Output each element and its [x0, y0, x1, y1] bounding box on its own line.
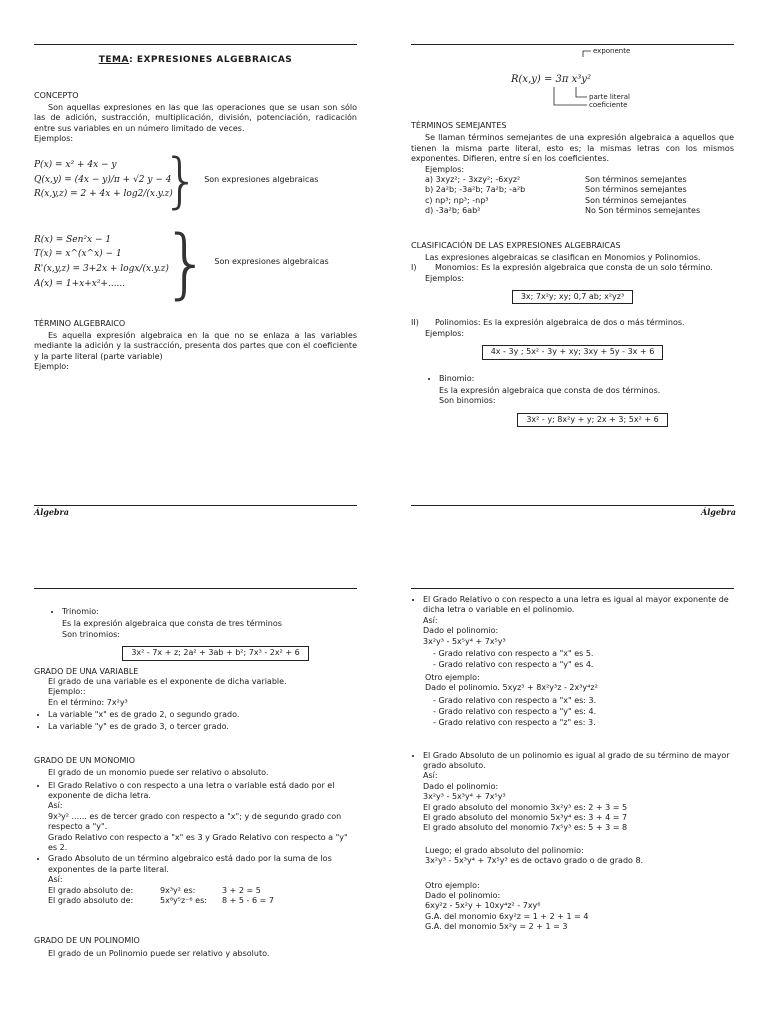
- example-row: b) 2a²b; -3a²b; 7a²b; -a²b Son términos semejantes: [425, 185, 687, 195]
- abs-row: El grado absoluto de: 5x⁸y⁵z⁻⁶ es: 8 + 5 - 6 = 7: [48, 895, 274, 905]
- ejemplo-label: Ejemplo:: [34, 362, 69, 372]
- otro-ejemplo: Otro ejemplo:: [425, 672, 480, 682]
- trinomio-box: 3x² - 7x + z; 2a² + 3ab + b²; 7x³ - 2x² + 6: [122, 646, 308, 660]
- termino-text: Es aquella expresión algebraica en la que no se enlaza a las variables mediante la adición y la sustracción, presenta dos partes que con el coeficiente y la parte literal (parte variable): [34, 331, 357, 361]
- examples-list: [425, 175, 734, 217]
- list-item: - Grado relativo con respecto a "x" es: 3.: [433, 696, 734, 706]
- equation-group-2: [34, 217, 357, 307]
- monomios-box: 3x; 7x²y; xy; 0,7 ab; x²yz³: [512, 290, 633, 304]
- relativo-bullets: [411, 595, 734, 647]
- example-row: d) -3a²b; 6ab² No Son términos semejantes: [425, 206, 701, 216]
- page-4: [411, 588, 734, 1024]
- page-1: [34, 44, 357, 514]
- grado-monomio-bullets: [34, 781, 357, 907]
- concepto-heading: CONCEPTO: [34, 90, 79, 100]
- term-diagram: [411, 45, 734, 107]
- semejantes-text: Se llaman términos semejantes de una expresión algebraica a aquellos que tienen la misma parte literal, esto es; la mismas letras con los mismos exponentes. Difieren, entre sí en los coeficientes.: [411, 133, 734, 164]
- equation: R(x,y,z) = 2 + 4x + log2/(x.y.z): [34, 189, 173, 200]
- grado-variable-text: El grado de una variable es el exponente de dicha variable.: [48, 676, 287, 686]
- grado-variable-term: En el término: 7x²y³: [48, 697, 128, 707]
- binomio-list: [425, 374, 734, 384]
- monomios-item: I) Monomios: Es la expresión algebraica que consta de un solo término.: [411, 263, 713, 273]
- right-brace: }: [162, 145, 201, 216]
- termino-heading: TÉRMINO ALGEBRAICO: [34, 318, 126, 328]
- footer-label: Álgebra: [34, 507, 69, 517]
- footer-label: Álgebra: [701, 507, 736, 517]
- ga-row: G.A. del monomio 6xy²z = 1 + 2 + 1 = 4: [425, 911, 589, 921]
- clasificacion-heading: CLASIFICACIÓN DE LAS EXPRESIONES ALGEBRAICAS: [411, 240, 621, 250]
- binomio-box: 3x² - y; 8x²y + y; 2x + 3; 5x² + 6: [517, 413, 667, 427]
- page-2: [411, 44, 734, 514]
- list-item: • La variable "x" es de grado 2, o segundo grado.: [48, 710, 357, 720]
- list-item: - Grado relativo con respecto a "y" es 4.: [433, 660, 734, 670]
- trinomio-text: Es la expresión algebraica que consta de tres términos: [62, 619, 282, 629]
- equation-group-1: [34, 145, 357, 216]
- top-rule: [34, 588, 357, 589]
- relativo-list-1: [423, 649, 734, 671]
- list-item: • El Grado Relativo o con respecto a una letra es igual al mayor exponente de dicha letra o variable en el polinomio. Así: Dado el polinomio: 3x²y³ - 5x⁵y⁴ + 7x⁵y³: [423, 595, 734, 647]
- example-row: c) np³; np³; -np³ Son términos semejantes: [425, 195, 687, 205]
- grado-variable-heading: GRADO DE UNA VARIABLE: [34, 666, 139, 676]
- exponente-label: exponente: [593, 47, 631, 55]
- clasificacion-text: Las expresiones algebraicas se clasifican en Monomios y Polinomios.: [425, 252, 701, 262]
- equation: A(x) = 1+x+x²+......: [34, 278, 126, 289]
- ejemplos-label: Ejemplos:: [425, 164, 465, 174]
- list-item: • El Grado Relativo o con respecto a una letra o variable está dado por el exponente de dicha letra. Así: 9x³y² ...... es de tercer grado con respecto a "x"; y de segundo grado con respecto a "y". Grado Relativo con respecto a "x" es 3 y Grado Relativo con respecto a "y" es 2.: [48, 781, 357, 854]
- equation: Q(x,y) = (4x − y)/π + √2 y − 4: [34, 174, 172, 185]
- equation-note: Son expresiones algebraicas: [204, 175, 319, 185]
- grado-polinomio-heading: GRADO DE UN POLINOMIO: [34, 936, 140, 946]
- example-row: a) 3xyz²; - 3xzy²; -6xyz² Son términos semejantes: [425, 174, 687, 184]
- poly4: 6xy²z - 5x²y + 10xy⁴z² - 7xy⁶: [425, 901, 541, 911]
- footer-rule: [411, 505, 734, 506]
- page-title: TEMA: EXPRESIONES ALGEBRAICAS: [98, 55, 293, 65]
- top-rule: [34, 44, 357, 45]
- trinomio-son: Son trinomios:: [62, 629, 120, 639]
- parte-literal-label: parte literal: [589, 93, 630, 101]
- list-item: • La variable "y" es de grado 3, o tercer grado.: [48, 722, 357, 732]
- list-item: - Grado relativo con respecto a "x" es 5.: [433, 649, 734, 659]
- equation: P(x) = x² + 4x − y: [34, 160, 117, 171]
- trinomio-heading: • Trinomio:: [62, 607, 357, 617]
- polinomios-box: 4x - 3y ; 5x² - 3y + xy; 3xy + 5y - 3x + 6: [482, 345, 664, 359]
- luego-text: 3x²y³ - 5x³y⁴ + 7x⁵y³ es de octavo grado o de grado 8.: [425, 856, 644, 866]
- binomio-heading: • Binomio:: [439, 374, 734, 384]
- equation-note: Son expresiones algebraicas: [214, 257, 329, 267]
- grado-monomio-text: El grado de un monomio puede ser relativo o absoluto.: [48, 768, 269, 778]
- page-3: [34, 588, 357, 1024]
- list-item: - Grado relativo con respecto a "y" es: 4.: [433, 707, 734, 717]
- monomios-ejemplos: Ejemplos:: [425, 273, 465, 283]
- dado-3: Dado el polinomio:: [425, 890, 501, 900]
- grado-variable-ejemplo: Ejemplo::: [48, 687, 86, 697]
- trinomio-list: [48, 607, 357, 617]
- coeficiente-label: coeficiente: [589, 101, 628, 109]
- equation: R'(x,y,z) = 3+2x + logx/(x.y.z): [34, 264, 169, 275]
- polinomios-item: II) Polinomios: Es la expresión algebraica de dos o más términos.: [411, 318, 685, 328]
- list-item: • El Grado Absoluto de un polinomio es igual al grado de su término de mayor grado absoluto. Así: Dado el polinomio: 3x²y³ - 5x³y⁴ + 7x⁵y³ El grado absoluto del monomio 3x²y³ es: 2 + 3 = 5 El grado absoluto del monomio 5x³y⁴ es: 3 + 4 = 7 El grado absoluto del monomio 7x⁵y³ es: 5 + 3 = 8: [423, 751, 734, 834]
- ga-row: G.A. del monomio 5x²y = 2 + 1 = 3: [425, 922, 568, 932]
- list-item: - Grado relativo con respecto a "z" es: 3.: [433, 718, 734, 728]
- concepto-text: Son aquellas expresiones en las que las operaciones que se usan son sólo las de adición, sustracción, multiplicación, división, potenciación, radicación entre sus variables en un número limitado de veces.: [34, 103, 357, 133]
- list-item: • Grado Absoluto de un término algebraico está dado por la suma de los exponentes de la parte literal. Así: El grado absoluto de: 9x³y² es: 3 + 2 = 5 El grado absoluto de: 5x⁸y⁵z⁻⁶ es: 8 + 5 - 6 = 7: [48, 854, 357, 906]
- top-rule: [411, 588, 734, 589]
- equation: T(x) = x^(x^x) − 1: [34, 249, 122, 260]
- relativo-list-2: [423, 696, 734, 729]
- grado-monomio-heading: GRADO DE UN MONOMIO: [34, 755, 136, 765]
- abs-row: El grado absoluto de: 9x³y² es: 3 + 2 = 5: [48, 885, 261, 895]
- poly2-text: Dado el polinomio. 5xyz³ + 8x²y³z - 2x³y⁴z²: [425, 683, 598, 693]
- footer-rule: [34, 505, 357, 506]
- right-brace: }: [162, 217, 211, 307]
- binomio-son: Son binomios:: [439, 396, 496, 406]
- grado-polinomio-text: El grado de un Polinomio puede ser relativo y absoluto.: [48, 948, 270, 958]
- absoluto-bullets: [411, 751, 734, 834]
- equation: R(x) = Sen²x − 1: [34, 234, 112, 245]
- grado-variable-bullets: [34, 710, 357, 732]
- polinomios-ejemplos: Ejemplos:: [425, 328, 465, 338]
- luego: Luego; el grado absoluto del polinomio:: [425, 845, 584, 855]
- term-expression: R(x,y) = 3π x³y²: [511, 74, 591, 85]
- ejemplos-label: Ejemplos:: [34, 134, 74, 144]
- semejantes-heading: TÉRMINOS SEMEJANTES: [411, 121, 507, 130]
- otro-ejemplo-2: Otro ejemplo:: [425, 880, 480, 890]
- binomio-text: Es la expresión algebraica que consta de dos términos.: [439, 386, 661, 396]
